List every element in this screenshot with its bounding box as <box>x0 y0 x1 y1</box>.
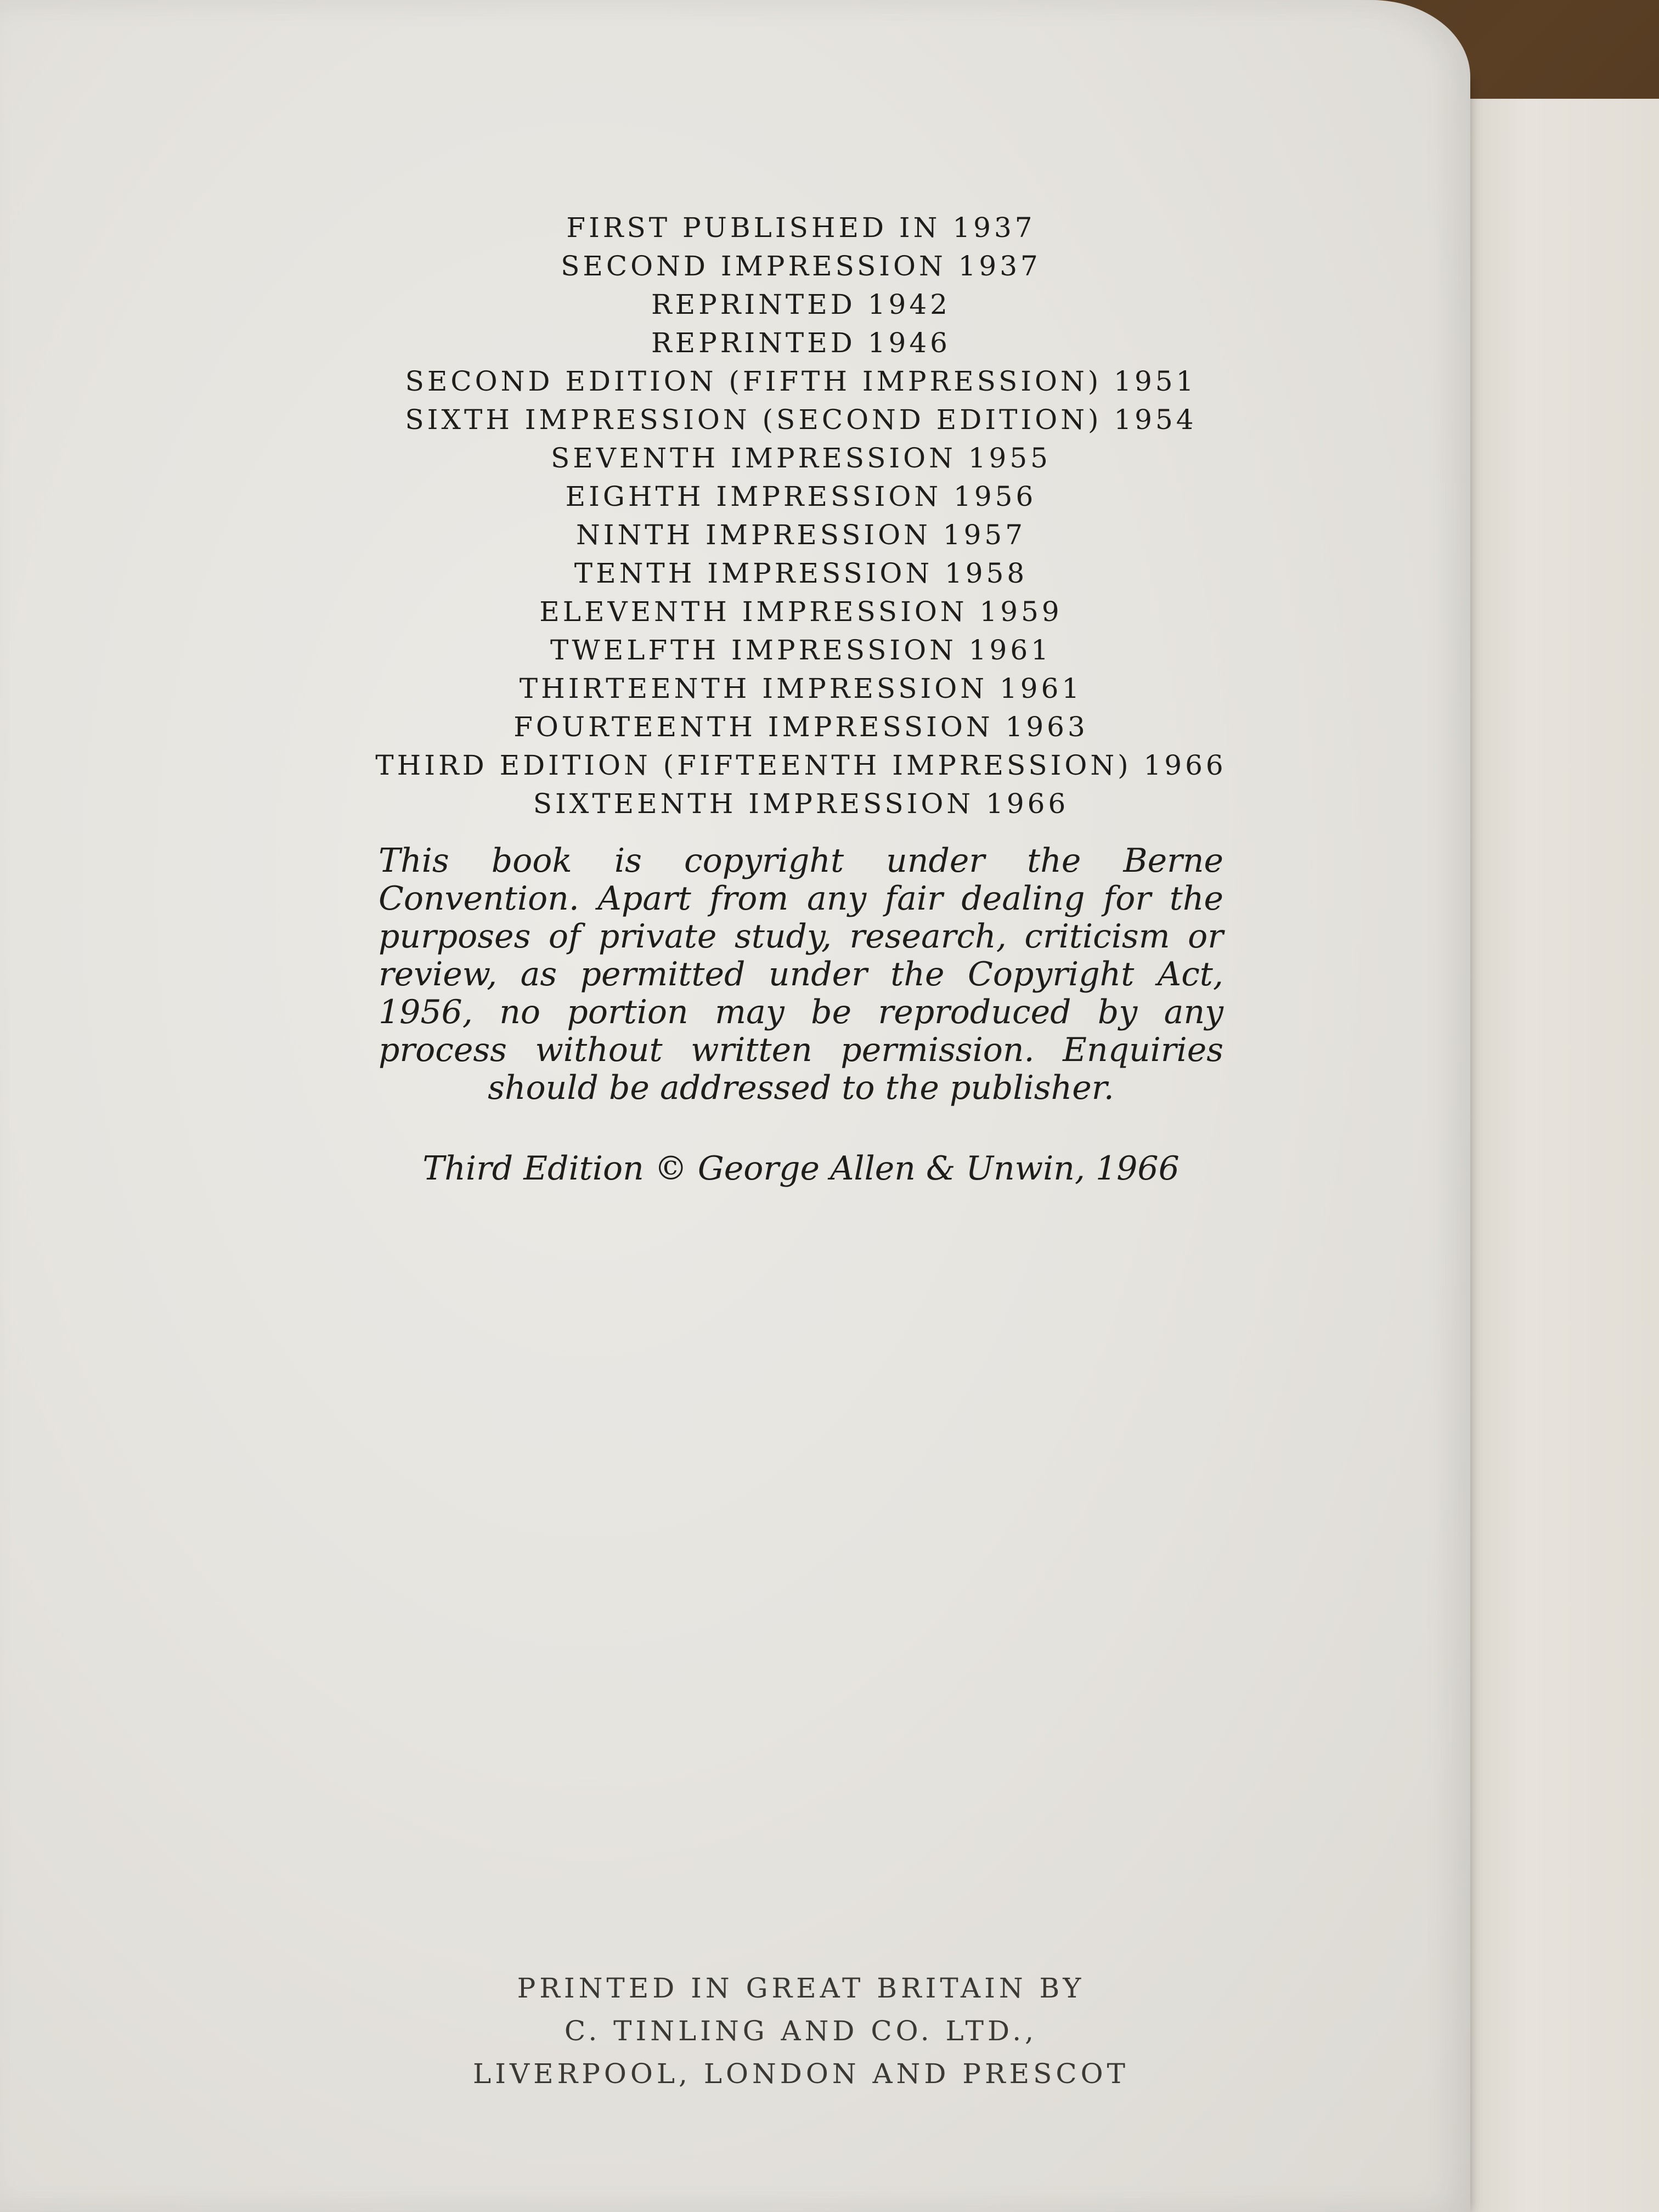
impression-line: SECOND IMPRESSION 1937 <box>561 250 1041 282</box>
impression-line: SIXTH IMPRESSION (SECOND EDITION) 1954 <box>405 404 1197 436</box>
printer-line: C. TINLING AND CO. LTD., <box>564 2015 1038 2047</box>
impression-line: REPRINTED 1942 <box>651 289 951 320</box>
impression-line: TWELFTH IMPRESSION 1961 <box>550 634 1052 666</box>
edition-copyright: Third Edition © George Allen & Unwin, 1966 <box>422 1149 1180 1188</box>
impression-line: EIGHTH IMPRESSION 1956 <box>565 481 1037 512</box>
impression-history <box>307 208 1295 823</box>
impression-line: FIRST PUBLISHED IN 1937 <box>566 212 1036 244</box>
impression-line: TENTH IMPRESSION 1958 <box>574 557 1028 589</box>
copyright-notice: This book is copyright under the Berne Convention. Apart from any fair dealing for the purposes of private study, research, criticism or review, as permitted under the Copyright Act, 1956, no portion may be reproduced by any process without written permission. Enquiries should be addressed to the publisher. <box>379 842 1223 1107</box>
printer-imprint <box>351 1967 1251 2095</box>
printer-line: LIVERPOOL, LONDON AND PRESCOT <box>473 2058 1129 2090</box>
impression-line: NINTH IMPRESSION 1957 <box>575 519 1026 551</box>
impression-line: REPRINTED 1946 <box>651 327 951 359</box>
impression-line: SIXTEENTH IMPRESSION 1966 <box>533 788 1069 820</box>
impression-line: SECOND EDITION (FIFTH IMPRESSION) 1951 <box>405 365 1197 397</box>
impression-line: FOURTEENTH IMPRESSION 1963 <box>514 711 1088 743</box>
facing-page <box>1437 99 1659 2212</box>
impression-line: THIRD EDITION (FIFTEENTH IMPRESSION) 1966 <box>375 749 1227 781</box>
printer-line: PRINTED IN GREAT BRITAIN BY <box>517 1972 1085 2004</box>
impression-line: THIRTEENTH IMPRESSION 1961 <box>519 673 1083 704</box>
impression-line: SEVENTH IMPRESSION 1955 <box>551 442 1051 474</box>
impression-line: ELEVENTH IMPRESSION 1959 <box>539 596 1063 628</box>
